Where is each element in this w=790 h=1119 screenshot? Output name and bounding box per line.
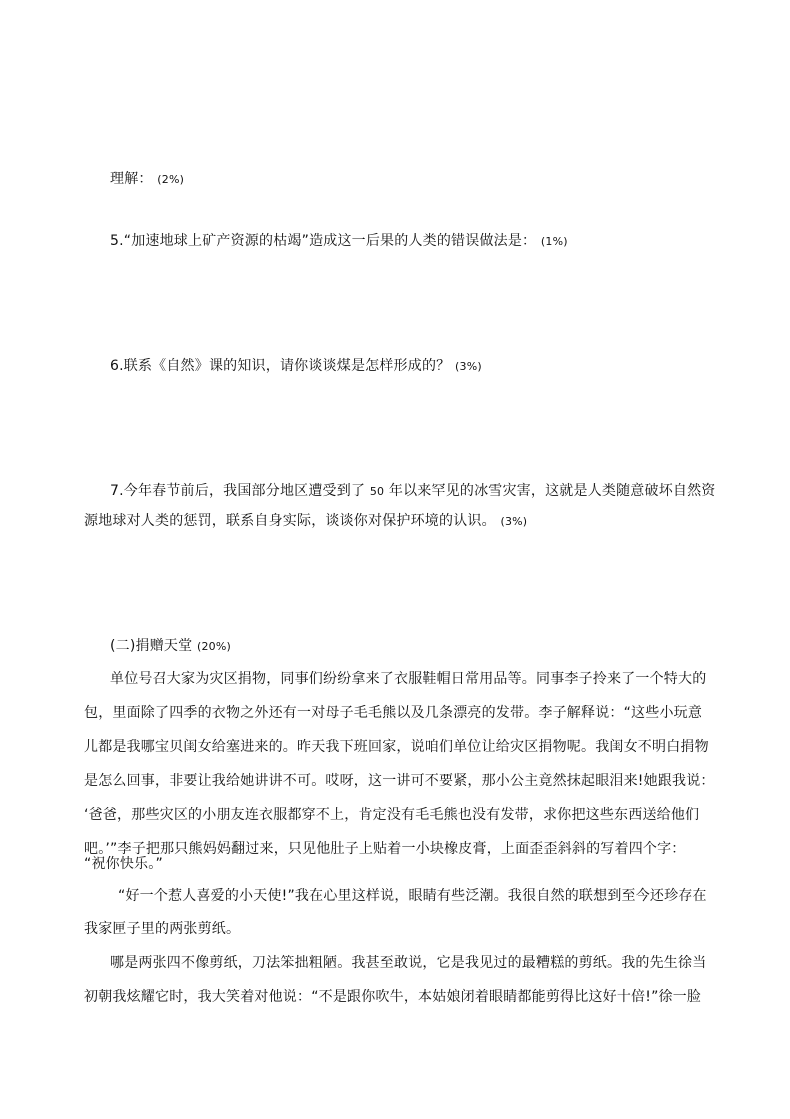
question-5 — [110, 231, 568, 252]
passage-line: 哪是两张四不像剪纸，刀法笨拙粗陋。我甚至敢说，它是我见过的最糟糕的剪纸。我的先生徐当 — [110, 955, 707, 971]
passage-line: 初朝我炫耀它时，我大笑着对他说：“不是跟你吹牛，本姑娘闭着眼睛都能剪得比这好十倍!”徐一脸 — [84, 989, 702, 1005]
section-2-title: (二)捐赠天堂 — [110, 638, 193, 654]
understanding-line — [110, 169, 184, 190]
question-7-score: (3%) — [500, 515, 528, 528]
question-7-year: 50 — [369, 485, 385, 498]
question-6-score: (3%) — [455, 360, 482, 373]
question-7-text-a: 7.今年春节前后，我国部分地区遭受到了 — [110, 483, 366, 499]
understanding-label: 理解： — [110, 171, 153, 187]
question-5-text: 5.“加速地球上矿产资源的枯竭”造成这一后果的人类的错误做法是： — [110, 233, 537, 249]
passage-line: 是怎么回事，非要让我给她讲讲不可。哎呀，这一讲可不要紧，那小公主竟然抹起眼泪来!她跟我说： — [84, 773, 715, 789]
passage-line: ‘爸爸，那些灾区的小朋友连衣服都穿不上，肯定没有毛毛熊也没有发带，求你把这些东西送给他们 — [84, 807, 700, 823]
question-5-score: (1%) — [540, 235, 568, 248]
passage-line: 吧。’”李子把那只熊妈妈翻过来，只见他肚子上贴着一小块橡皮膏，上面歪歪斜斜的写着四个字： — [84, 841, 686, 857]
question-7-line-1 — [110, 481, 716, 502]
understanding-score: (2%) — [157, 173, 185, 186]
question-7-text-2: 源地球对人类的惩罚，联系自身实际，谈谈你对保护环境的认识。 — [84, 513, 496, 529]
passage-line: 儿都是我哪宝贝闺女给塞进来的。昨天我下班回家，说咱们单位让给灾区捐物呢。我闺女不明白捐物 — [84, 739, 709, 755]
question-7-line-2 — [84, 511, 527, 532]
passage-line: “祝你快乐。” — [84, 856, 163, 872]
passage-line: 包，里面除了四季的衣物之外还有一对母子毛毛熊以及几条漂亮的发带。李子解释说：“这些小玩意 — [84, 705, 703, 721]
section-2-heading — [110, 636, 231, 657]
passage-line: 单位号召大家为灾区捐物，同事们纷纷拿来了衣服鞋帽日常用品等。同事李子拎来了一个特大的 — [110, 671, 707, 687]
section-2-score: (20%) — [196, 640, 232, 653]
passage-line: 我家匣子里的两张剪纸。 — [84, 921, 241, 937]
question-7-text-c: 年以来罕见的冰雪灾害，这就是人类随意破坏自然资 — [388, 483, 716, 499]
question-6-text: 6.联系《自然》课的知识，请你谈谈煤是怎样形成的？ — [110, 358, 451, 374]
question-6 — [110, 356, 482, 377]
passage-line: “好一个惹人喜爱的小天使!”我在心里这样说，眼睛有些泛潮。我很自然的联想到至今还珍存在 — [118, 888, 707, 904]
